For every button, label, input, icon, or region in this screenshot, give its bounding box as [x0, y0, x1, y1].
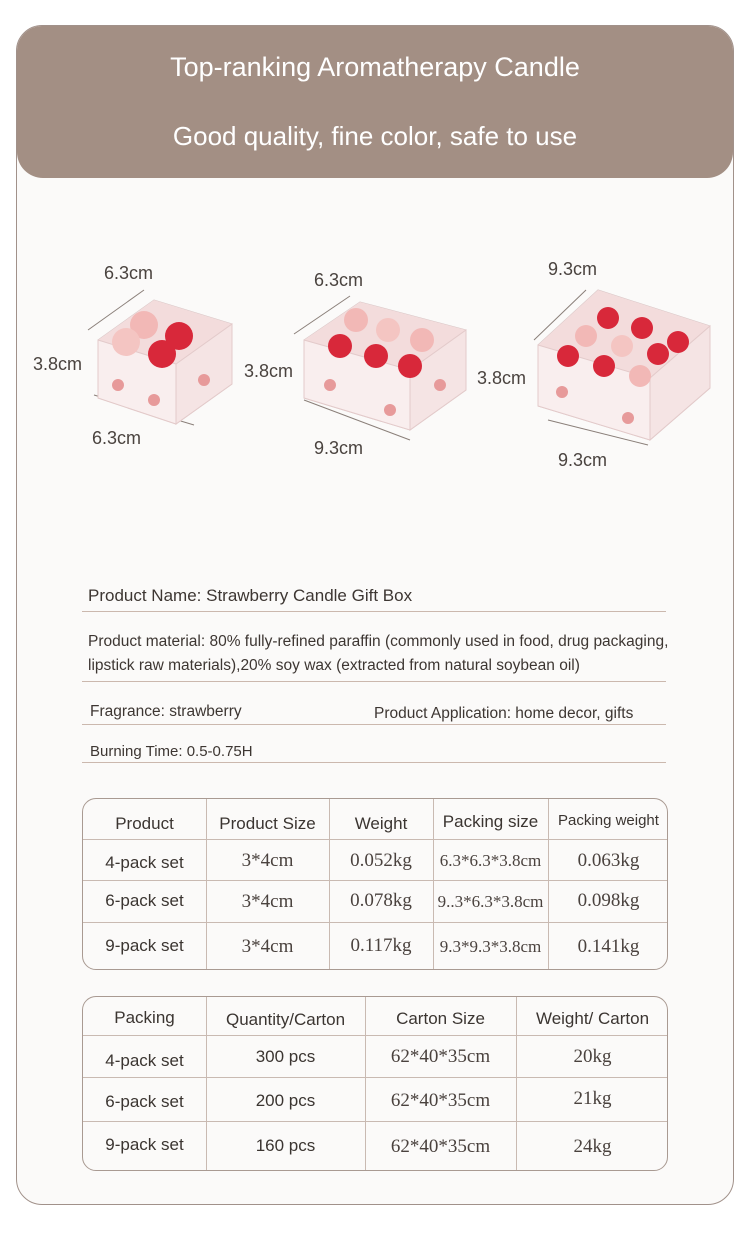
table2-header-packing: Packing: [114, 1008, 175, 1027]
table1-row2-product: 6-pack set: [105, 891, 184, 910]
box1-top-dimension: 6.3cm: [104, 263, 154, 283]
table2-row1-packing: 4-pack set: [105, 1051, 184, 1070]
divider: [82, 611, 666, 612]
table2-row2-quantity: 200 pcs: [255, 1091, 316, 1110]
table1-row3-size: 3*4cm: [241, 936, 294, 957]
table1-row2-weight: 0.078kg: [350, 890, 412, 911]
fragrance-spec: Fragrance: strawberry: [90, 703, 242, 720]
box1-4pack-image: [84, 280, 244, 430]
box2-bottom-dimension: 9.3cm: [314, 438, 364, 458]
box1-bottom-dimension: 6.3cm: [92, 428, 142, 448]
table2-row3-weight: 24kg: [573, 1136, 612, 1157]
header-banner: [17, 26, 733, 178]
table2-row1-weight: 20kg: [573, 1046, 612, 1067]
product-name-spec: Product Name: Strawberry Candle Gift Box: [88, 586, 413, 605]
table1-row1-packing-size: 6.3*6.3*3.8cm: [439, 851, 542, 870]
table1-row1-weight: 0.052kg: [350, 850, 412, 871]
table1-row1-size: 3*4cm: [241, 850, 294, 871]
table2-row2-carton-size: 62*40*35cm: [390, 1090, 491, 1111]
table2-row3-carton-size: 62*40*35cm: [390, 1136, 491, 1157]
page-title: Top-ranking Aromatherapy Candle: [170, 52, 580, 82]
table2-row2-packing: 6-pack set: [105, 1092, 184, 1111]
table1-row1-packing-weight: 0.063kg: [577, 850, 640, 871]
material-spec-line1: Product material: 80% fully-refined paraffin (commonly used in food, drug packaging,: [88, 633, 669, 650]
application-spec: Product Application: home decor, gifts: [374, 705, 634, 722]
product-size-table: [82, 798, 668, 970]
table2-header-quantity: Quantity/Carton: [225, 1010, 346, 1029]
table2-row3-quantity: 160 pcs: [255, 1136, 316, 1155]
box2-height-dimension: 3.8cm: [244, 361, 294, 381]
box3-bottom-dimension: 9.3cm: [558, 450, 608, 470]
table2-header-weight-carton: Weight/ Carton: [535, 1009, 650, 1028]
table2-row1-carton-size: 62*40*35cm: [390, 1046, 491, 1067]
table2-header-carton-size: Carton Size: [396, 1009, 485, 1028]
table1-row2-packing-size: 9..3*6.3*3.8cm: [437, 892, 544, 911]
divider: [82, 762, 666, 763]
burning-time-spec: Burning Time: 0.5-0.75H: [90, 743, 253, 760]
divider: [82, 724, 666, 725]
table1-row3-product: 9-pack set: [105, 936, 184, 955]
table1-header-packing-size: Packing size: [442, 812, 539, 831]
table1-row1-product: 4-pack set: [105, 853, 184, 872]
material-spec-line2: lipstick raw materials),20% soy wax (extracted from natural soybean oil): [88, 657, 580, 674]
table1-row2-size: 3*4cm: [241, 891, 294, 912]
box3-top-dimension: 9.3cm: [548, 259, 598, 279]
box3-height-dimension: 3.8cm: [477, 368, 527, 388]
table1-row2-packing-weight: 0.098kg: [577, 890, 640, 911]
table1-header-product-size: Product Size: [219, 814, 316, 833]
table1-header-weight: Weight: [354, 814, 408, 833]
divider: [82, 681, 666, 682]
box3-9pack-image: [528, 280, 718, 450]
table1-row3-packing-size: 9.3*9.3*3.8cm: [439, 937, 542, 956]
table1-header-product: Product: [115, 814, 174, 833]
table2-row1-quantity: 300 pcs: [255, 1047, 316, 1066]
box2-6pack-image: [290, 290, 480, 445]
box1-height-dimension: 3.8cm: [33, 354, 83, 374]
table1-header-packing-weight: Packing weight: [558, 811, 659, 829]
box2-top-dimension: 6.3cm: [314, 270, 364, 290]
table2-row2-weight: 21kg: [573, 1088, 612, 1109]
table1-row3-weight: 0.117kg: [350, 935, 412, 956]
table2-row3-packing: 9-pack set: [105, 1135, 184, 1154]
page-subtitle: Good quality, fine color, safe to use: [172, 121, 578, 151]
carton-table: [82, 996, 668, 1171]
table1-row3-packing-weight: 0.141kg: [577, 936, 640, 957]
